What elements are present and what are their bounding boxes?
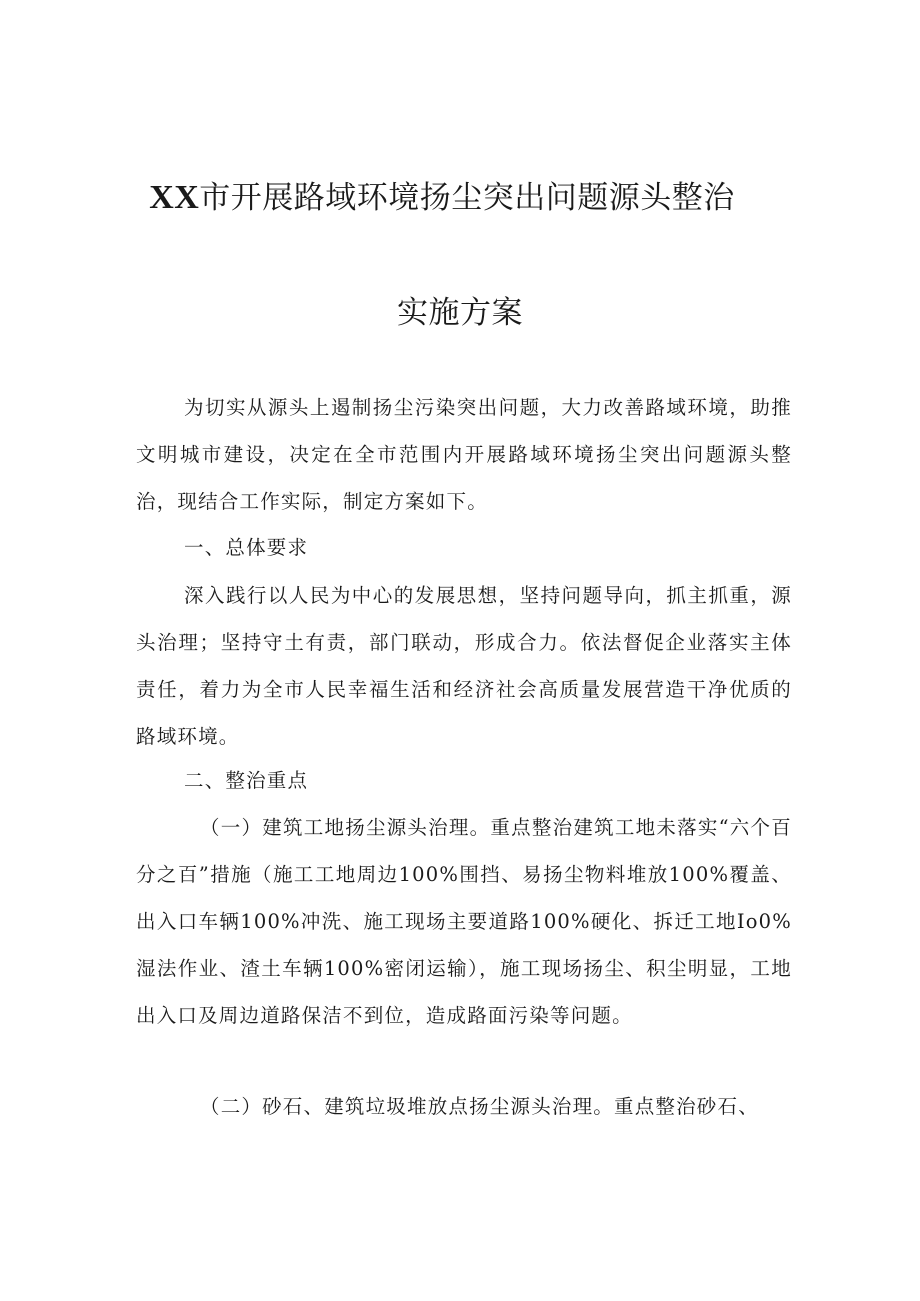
section1-text: 深入践行以人民为中心的发展思想，坚持问题导向，抓主抓重，源头治理；坚持守土有责，部门联动，形成合力。依法督促企业落实主体责任，着力为全市人民幸福生活和经济社会高质量发展营造干净优质的路域环境。 <box>136 584 792 748</box>
item2-paragraph <box>136 1083 792 1130</box>
section2-heading-block <box>136 757 792 804</box>
item2-text: （二）砂石、建筑垃圾堆放点扬尘源头治理。重点整治砂石、 <box>200 1095 759 1118</box>
section1-heading-block <box>136 524 792 571</box>
item1-text: （一）建筑工地扬尘源头治理。重点整治建筑工地未落实“六个百分之百”措施（施工工地周边100%围挡、易扬尘物料堆放100%覆盖、出入口车辆100%冲洗、施工现场主要道路100%硬化、拆迁工地Io0%湿法作业、渣土车辆100%密闭运输），施工现场扬尘、积尘明显，工地出入口及周边道路保洁不到位，造成路面污染等问题。 <box>136 816 792 1027</box>
intro-paragraph <box>136 384 792 525</box>
document-title-line1 <box>0 178 902 218</box>
intro-text: 为切实从源头上遏制扬尘污染突出问题，大力改善路域环境，助推文明城市建设，决定在全市范围内开展路域环境扬尘突出问题源头整治，现结合工作实际，制定方案如下。 <box>136 396 792 513</box>
title-rest: 市开展路域环境扬尘突出问题源头整治 <box>199 180 735 216</box>
title-prefix: XX <box>149 179 200 216</box>
section2-heading: 二、整治重点 <box>184 769 309 792</box>
item1-paragraph <box>136 804 792 1039</box>
document-title-line2: 实施方案 <box>397 295 523 331</box>
section1-heading: 一、总体要求 <box>184 536 309 559</box>
section1-paragraph <box>136 572 792 760</box>
